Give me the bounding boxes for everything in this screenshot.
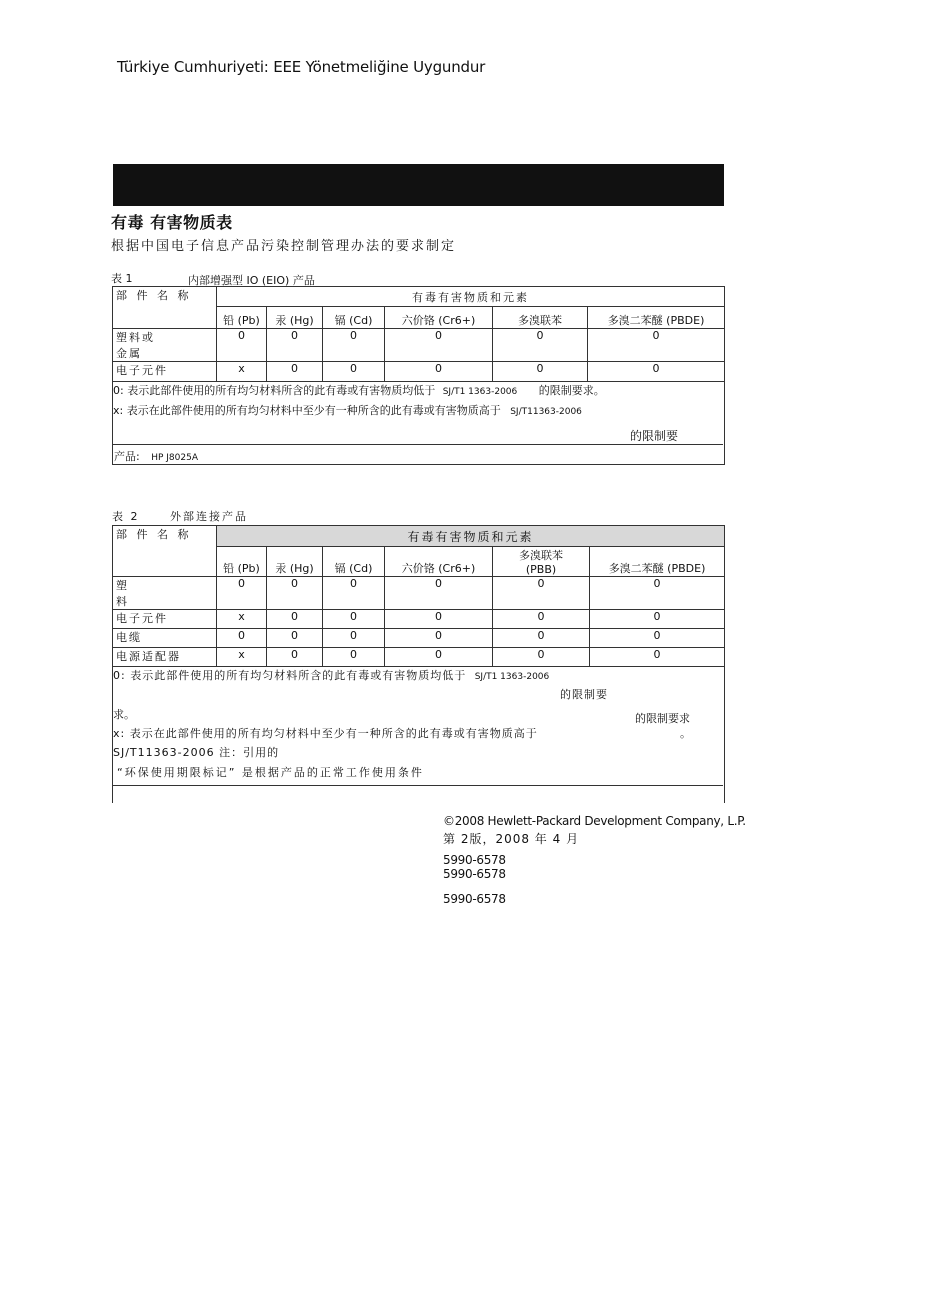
table1-column-header: 镉 (Cd) (323, 307, 385, 329)
table2-cell: x (217, 648, 267, 667)
table2-divider (112, 785, 723, 786)
part-number-3: 5990-6578 (443, 892, 506, 906)
table1-note-x (113, 402, 582, 418)
table1-product (114, 448, 198, 464)
part-number-1: 5990-6578 (443, 853, 506, 867)
table2-cell: 0 (267, 577, 323, 610)
table2-cell: 0 (493, 610, 590, 629)
table1-cell: 0 (385, 362, 493, 382)
table1-note-x-suffix: 的限制要 (630, 429, 679, 443)
copyright: ©2008 Hewlett-Packard Development Company, L.P. (443, 814, 746, 828)
table2-column-header: 镉 (Cd) (323, 547, 385, 577)
table1-note-zero-standard: SJ/T1 1363-2006 (442, 387, 518, 397)
table1-cell: 0 (267, 329, 323, 362)
table2-cell: 0 (267, 648, 323, 667)
table2-row-name: 电子元件 (113, 610, 217, 629)
table2-row (113, 610, 725, 629)
table1-cell: 0 (588, 362, 725, 382)
table1-column-header: 多溴联苯 (493, 307, 588, 329)
table2-cell: 0 (385, 629, 493, 648)
table2-cell: 0 (323, 610, 385, 629)
table2-note-zero-end: 求。 (113, 708, 135, 721)
table2-cell: 0 (217, 577, 267, 610)
table1-caption-text: 内部增强型 IO (EIO) 产品 (188, 274, 315, 287)
edition: 第 2版，2008 年 4 月 (443, 832, 580, 846)
table2-row-name: 电缆 (113, 629, 217, 648)
table2-cell: 0 (323, 648, 385, 667)
table2 (112, 525, 725, 667)
table2-cell: 0 (323, 629, 385, 648)
table2-note-zero-text: 0: 表示此部件使用的所有均匀材料所含的此有毒或有害物质均低于 (113, 669, 467, 682)
table2-cell: 0 (385, 610, 493, 629)
table2-cell: 0 (385, 577, 493, 610)
table2-caption-text: 外部连接产品 (170, 510, 248, 523)
table1-note-x-standard: SJ/T11363-2006 (510, 407, 582, 417)
table1-row (113, 329, 725, 362)
table2-cell: 0 (493, 577, 590, 610)
table2-cell: 0 (217, 629, 267, 648)
table2-row-name: 电源适配器 (113, 648, 217, 667)
table2-note-zero (113, 667, 549, 683)
table2-note-x-dot: 。 (680, 727, 691, 740)
table2-cell: 0 (493, 648, 590, 667)
table1-product-label: 产品: (114, 450, 140, 463)
table2-note-env: “环保使用期限标记” 是根据产品的正常工作使用条件 (117, 766, 424, 779)
table2-note-zero-suffix: 的限制要 (560, 688, 608, 701)
table2-cell: 0 (590, 629, 725, 648)
table2-note-x-standard: SJ/T11363-2006 注：引用的 (113, 746, 280, 759)
turkish-compliance-text: Türkiye Cumhuriyeti: EEE Yönetmeliğine Uygundur (117, 58, 486, 76)
table1-cell: 0 (323, 329, 385, 362)
table1-row-name: 塑料或 金属 (113, 329, 217, 362)
table1-column-header: 铅 (Pb) (217, 307, 267, 329)
table2-column-header: 汞 (Hg) (267, 547, 323, 577)
table1-note-zero-suffix: 的限制要求。 (538, 384, 605, 397)
table2-column-header: 铅 (Pb) (217, 547, 267, 577)
page-subtitle: 根据中国电子信息产品污染控制管理办法的要求制定 (111, 239, 457, 254)
table2-group-header: 有毒有害物质和元素 (217, 526, 725, 547)
table1-cell: 0 (493, 329, 588, 362)
table2-cell: x (217, 610, 267, 629)
table1-cell: 0 (217, 329, 267, 362)
table1-column-header: 汞 (Hg) (267, 307, 323, 329)
table1-note-zero (113, 382, 605, 398)
table2-cell: 0 (267, 610, 323, 629)
table1-divider (112, 444, 723, 445)
table1-column-header: 六价铬 (Cr6+) (385, 307, 493, 329)
table1-column-header: 多溴二苯醚 (PBDE) (588, 307, 725, 329)
table2-cell: 0 (267, 629, 323, 648)
table2-column-header: 多溴二苯醚 (PBDE) (590, 547, 725, 577)
table2-note-x: x: 表示在此部件使用的所有均匀材料中至少有一种所含的此有毒或有害物质高于 (113, 727, 538, 740)
table2-column-header: 多溴联苯 (PBB) (493, 547, 590, 577)
table2-caption-label: 表 2 (112, 510, 140, 523)
table1-cell: 0 (588, 329, 725, 362)
table2-cell: 0 (590, 577, 725, 610)
table2-row-name: 塑 料 (113, 577, 217, 610)
table2-row (113, 629, 725, 648)
table1-part-name-header: 部 件 名 称 (113, 287, 217, 329)
table1-cell: 0 (385, 329, 493, 362)
table2-part-name-header: 部 件 名 称 (113, 526, 217, 577)
table1-cell: 0 (267, 362, 323, 382)
table1-group-header: 有毒有害物质和元素 (217, 287, 725, 307)
table2-cell: 0 (590, 610, 725, 629)
table1-caption-label: 表 1 (111, 272, 133, 285)
table2-cell: 0 (590, 648, 725, 667)
table1-row-name: 电子元件 (113, 362, 217, 382)
table2-note-zero-end-right: 的限制要求 (635, 712, 690, 725)
table2-row (113, 577, 725, 610)
table2-cell: 0 (385, 648, 493, 667)
table1-product-value: HP J8025A (151, 453, 198, 463)
table2-cell: 0 (323, 577, 385, 610)
table1-cell: 0 (323, 362, 385, 382)
part-number-2: 5990-6578 (443, 867, 506, 881)
table1 (112, 286, 725, 382)
table1-note-zero-text: 0: 表示此部件使用的所有均匀材料所含的此有毒或有害物质均低于 (113, 384, 436, 397)
table2-column-header: 六价铬 (Cr6+) (385, 547, 493, 577)
table1-cell: x (217, 362, 267, 382)
table2-cell: 0 (493, 629, 590, 648)
page-title: 有毒 有害物质表 (111, 213, 233, 232)
table2-note-zero-standard: SJ/T1 1363-2006 (474, 672, 550, 682)
header-bar (113, 164, 724, 206)
table1-cell: 0 (493, 362, 588, 382)
table1-note-x-text: x: 表示在此部件使用的所有均匀材料中至少有一种所含的此有毒或有害物质高于 (113, 404, 501, 417)
